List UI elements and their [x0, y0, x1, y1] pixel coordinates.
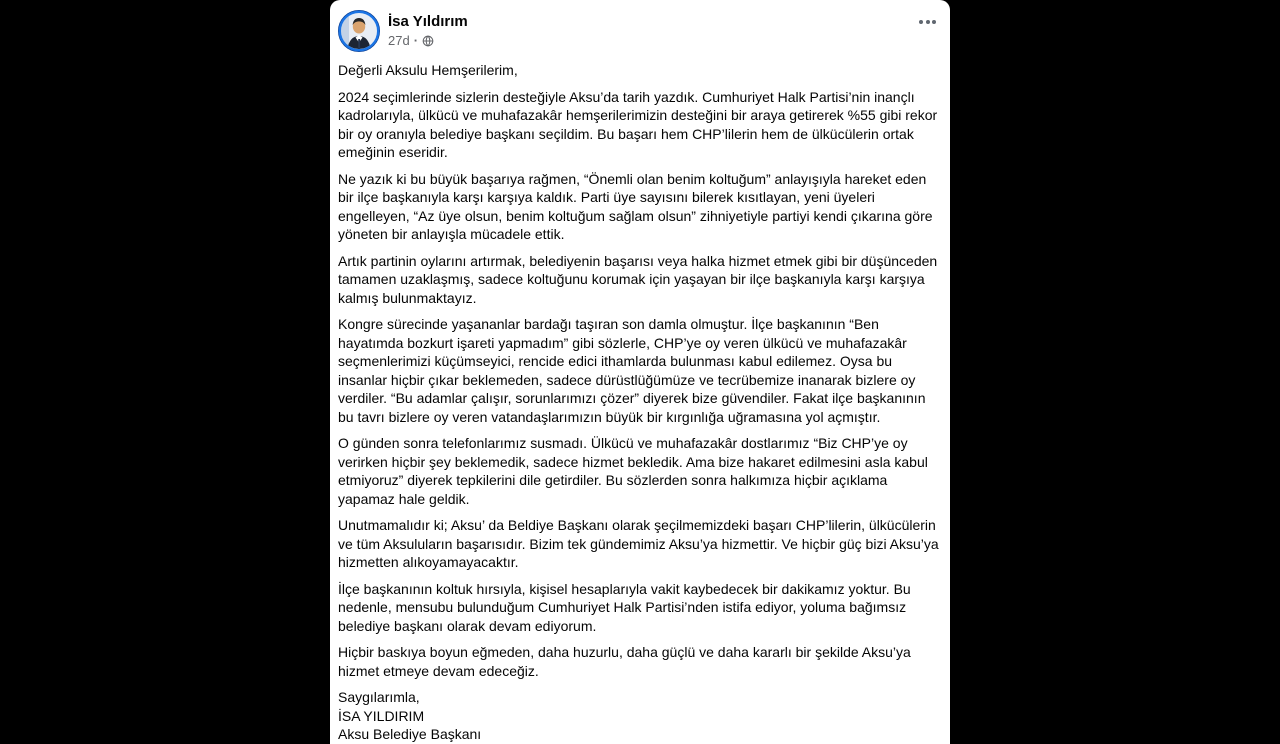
- post-paragraph: Unutmamalıdır ki; Aksu’ da Beldiye Başkanı olarak şeçilmemizdeki başarı CHP’lilerin, ülkücülerin ve tüm Aksuluların başarısıdır. Bizim tek gündemimiz Aksu’ya hizmettir. Ve hiçbir güç bizi Aksu’ya hizmetten alıkoyamayacaktır.: [338, 517, 939, 570]
- post-paragraph: Artık partinin oylarını artırmak, belediyenin başarısı veya halka hizmet etmek gibi bir düşünceden tamamen uzaklaşmış, sadece koltuğunu korumak için yaşayan bir ilçe başkanıyla karşı karşıya kalmış bulunmaktayız.: [338, 252, 938, 306]
- signature-line: Aksu Belediye Başkanı: [338, 726, 482, 742]
- avatar[interactable]: [338, 10, 380, 52]
- post-paragraph: İlçe başkanının koltuk hırsıyla, kişisel hesaplarıyla vakit kaybedecek bir dakikamız yoktur. Bu nedenle, mensubu bulunduğum Cumhuriyet Halk Partisi’nden istifa ediyor, yoluma bağımsız belediye başkanı olarak devam ediyorum.: [338, 580, 911, 634]
- post-paragraph: Ne yazık ki bu büyük başarıya rağmen, “Önemli olan benim koltuğum” anlayışıyla hareket eden bir ilçe başkanıyla karşı karşıya kaldık. Parti üye sayısını bilerek kısıtlayan, yeni üyeleri engelleyen, “Az üye olsun, benim koltuğum sağlam olsun” zihniyetiyle partiyi kendi çıkarına göre yöneten bir anlayışla mücadele ettik.: [338, 170, 933, 242]
- facebook-post-card: [330, 0, 950, 744]
- globe-icon: [422, 35, 434, 47]
- ellipsis-icon: [919, 20, 936, 24]
- post-paragraph: Değerli Aksulu Hemşerilerim,: [338, 62, 518, 78]
- profile-photo: [338, 10, 380, 52]
- timestamp[interactable]: 27d: [388, 33, 410, 48]
- post-meta: [388, 10, 468, 48]
- post-sub-meta: [388, 33, 468, 48]
- signature-line: İSA YILDIRIM: [338, 707, 425, 724]
- post-header: [338, 10, 942, 52]
- author-name[interactable]: İsa Yıldırım: [388, 13, 468, 30]
- post-paragraph: O günden sonra telefonlarımız susmadı. Ülkücü ve muhafazakâr dostlarımız “Biz CHP’ye oy verirken hiçbir şey beklemedik, sadece hizmet bekledik. Ama bize hakaret edilmesini asla kabul etmiyoruz” diyerek tepkilerini dile getirdiler. Bu sözlerden sonra halkımıza hiçbir açıklama yapamaz hale geldik.: [338, 435, 928, 507]
- post-text: [338, 59, 942, 744]
- post-paragraph: Hiçbir baskıya boyun eğmeden, daha huzurlu, daha güçlü ve daha kararlı bir şekilde Aksu’ya hizmet etmeye devam edeceğiz.: [338, 644, 911, 679]
- post-options-button[interactable]: [913, 10, 942, 34]
- meta-separator: ·: [413, 33, 419, 48]
- post-paragraph: 2024 seçimlerinde sizlerin desteğiyle Aksu’da tarih yazdık. Cumhuriyet Halk Partisi’nin inançlı kadrolarıyla, ülkücü ve muhafazakâr hemşerilerimizin desteğini bir araya getirerek %55 gibi rekor bir oy oranıyla belediye başkanı seçildim. Bu başarı hem CHP’lilerin hem de ülkücülerin ortak emeğinin eseridir.: [338, 88, 938, 160]
- signature-line: Saygılarımla,: [338, 689, 420, 705]
- post-signature: [338, 688, 942, 744]
- post-paragraph: Kongre sürecinde yaşananlar bardağı taşıran son damla olmuştur. İlçe başkanının “Ben hayatımda bozkurt işareti yapmadım” gibi sözlerle, CHP’ye oy veren ülkücü ve muhafazakâr seçmenlerimizi küçümseyici, rencide edici ithamlarda bulunması kabul edilemez. Oysa bu insanlar hiçbir çıkar beklemeden, sadece dürüstlüğümüze ve tecrübemize inanarak bizlere oy verdiler. “Bu adamlar çalışır, sorunlarımızı çözer” diyerek bize güvendiler. Fakat ilçe başkanının bu tavrı bizlere oy veren vatandaşlarımızın büyük bir kırgınlığa uğramasına yol açmıştır.: [338, 316, 926, 425]
